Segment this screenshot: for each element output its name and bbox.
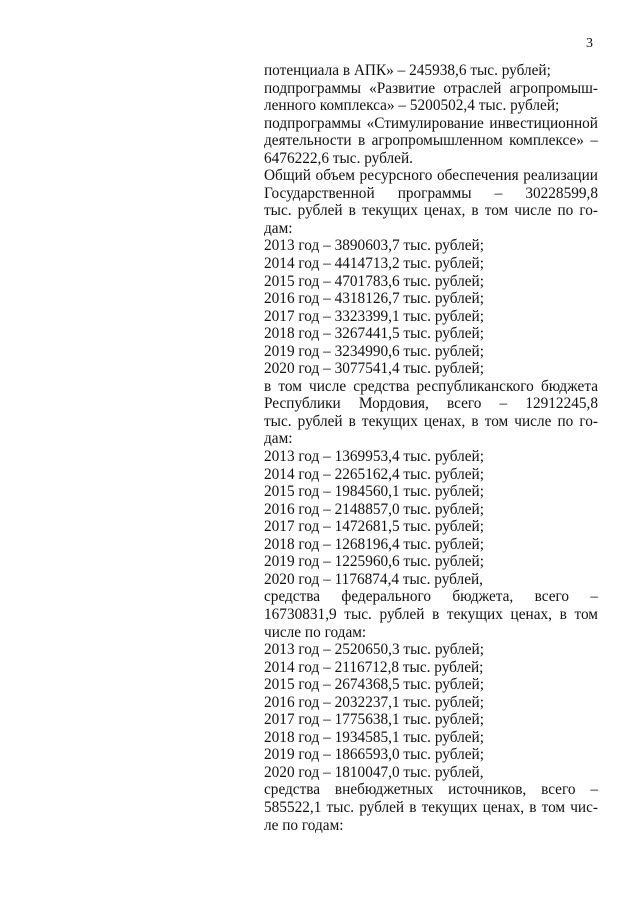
- text-line: 2016 год – 2148857,0 тыс. рублей;: [264, 500, 484, 518]
- text-line: 2018 год – 3267441,5 тыс. рублей;: [264, 325, 484, 343]
- text-line: 2014 год – 2116712,8 тыс. рублей;: [264, 658, 484, 676]
- text-line: 2020 год – 1176874,4 тыс. рублей,: [264, 570, 483, 588]
- text-line: 2018 год – 1934585,1 тыс. рублей;: [264, 728, 484, 746]
- text-line: 2014 год – 4414713,2 тыс. рублей;: [264, 255, 484, 273]
- text-line: Общий объем ресурсного обеспечения реализации: [264, 167, 598, 185]
- text-line: числе по годам:: [264, 623, 367, 641]
- text-line: 2013 год – 2520650,3 тыс. рублей;: [264, 641, 484, 659]
- text-line: средства федерального бюджета, всего –: [264, 588, 598, 606]
- text-line: дам:: [264, 430, 293, 448]
- text-line: ленного комплекса» – 5200502,4 тыс. рублей;: [264, 97, 560, 115]
- text-line: 2016 год – 2032237,1 тыс. рублей;: [264, 693, 484, 711]
- text-line: 2013 год – 3890603,7 тыс. рублей;: [264, 237, 484, 255]
- text-line: 2019 год – 3234990,6 тыс. рублей;: [264, 342, 484, 360]
- text-line: дам:: [264, 219, 293, 237]
- text-line: 2017 год – 3323399,1 тыс. рублей;: [264, 307, 484, 325]
- text-line: 2019 год – 1225960,6 тыс. рублей;: [264, 553, 484, 571]
- text-line: деятельности в агропромышленном комплексе» –: [264, 132, 598, 150]
- text-line: 2017 год – 1472681,5 тыс. рублей;: [264, 518, 484, 536]
- text-line: 2015 год – 1984560,1 тыс. рублей;: [264, 483, 484, 501]
- text-line: в том числе средства республиканского бюджета: [264, 377, 598, 395]
- text-line: 2014 год – 2265162,4 тыс. рублей;: [264, 465, 484, 483]
- text-line: 2015 год – 2674368,5 тыс. рублей;: [264, 676, 484, 694]
- page-number: 3: [586, 36, 593, 51]
- text-line: подпрограммы «Развитие отраслей агропромыш-: [264, 79, 598, 97]
- text-line: тыс. рублей в текущих ценах, в том числе по го-: [264, 202, 598, 220]
- text-line: 6476222,6 тыс. рублей.: [264, 149, 413, 167]
- text-line: потенциала в АПК» – 245938,6 тыс. рублей;: [264, 62, 551, 79]
- text-line: 2013 год – 1369953,4 тыс. рублей;: [264, 448, 484, 466]
- text-line: 2015 год – 4701783,6 тыс. рублей;: [264, 272, 484, 290]
- text-line: Республики Мордовия, всего – 12912245,8: [264, 395, 598, 413]
- document-body: [264, 62, 598, 834]
- text-line: подпрограммы «Стимулирование инвестиционной: [264, 114, 598, 132]
- text-line: 16730831,9 тыс. рублей в текущих ценах, в том: [264, 605, 598, 623]
- text-line: 2020 год – 3077541,4 тыс. рублей;: [264, 360, 484, 378]
- text-line: ле по годам:: [264, 816, 344, 834]
- text-line: Государственной программы – 30228599,8: [264, 184, 598, 202]
- text-line: 585522,1 тыс. рублей в текущих ценах, в том чис-: [264, 798, 598, 816]
- text-line: тыс. рублей в текущих ценах, в том числе по го-: [264, 412, 598, 430]
- text-line: средства внебюджетных источников, всего –: [264, 781, 598, 799]
- text-line: 2019 год – 1866593,0 тыс. рублей;: [264, 746, 484, 764]
- text-line: 2016 год – 4318126,7 тыс. рублей;: [264, 290, 484, 308]
- text-line: 2018 год – 1268196,4 тыс. рублей;: [264, 535, 484, 553]
- text-line: 2017 год – 1775638,1 тыс. рублей;: [264, 711, 484, 729]
- text-line: 2020 год – 1810047,0 тыс. рублей,: [264, 763, 484, 781]
